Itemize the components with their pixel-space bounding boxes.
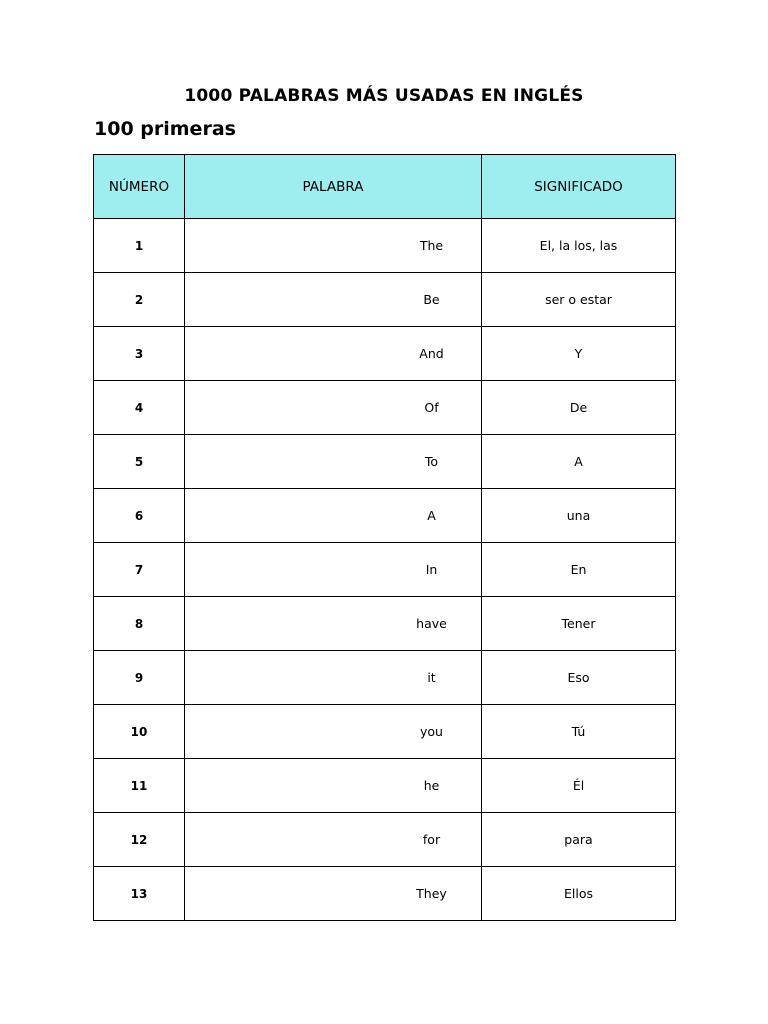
word-cell — [185, 651, 482, 705]
table-row — [94, 327, 676, 381]
meaning-cell: Eso — [482, 651, 676, 705]
column-header-word: PALABRA — [185, 155, 482, 219]
meaning-cell: A — [482, 435, 676, 489]
column-header-number: NÚMERO — [94, 155, 185, 219]
word-cell — [185, 597, 482, 651]
meaning-cell: Tener — [482, 597, 676, 651]
meaning-cell: para — [482, 813, 676, 867]
words-table — [93, 154, 676, 921]
header-row — [94, 155, 676, 219]
word-cell — [185, 273, 482, 327]
row-number-cell: 8 — [94, 597, 185, 651]
word-cell — [185, 489, 482, 543]
word-cell — [185, 219, 482, 273]
table-row — [94, 813, 676, 867]
word-text: A — [427, 508, 436, 523]
table-row — [94, 759, 676, 813]
row-number-cell: 7 — [94, 543, 185, 597]
table-row — [94, 543, 676, 597]
word-text: it — [427, 670, 436, 685]
word-cell — [185, 543, 482, 597]
word-text: Be — [423, 292, 440, 307]
meaning-cell: ser o estar — [482, 273, 676, 327]
word-cell — [185, 867, 482, 921]
row-number-cell: 2 — [94, 273, 185, 327]
document-title: 1000 PALABRAS MÁS USADAS EN INGLÉS — [184, 86, 584, 106]
table-header — [94, 155, 676, 219]
table-row — [94, 381, 676, 435]
meaning-cell: Él — [482, 759, 676, 813]
word-text: The — [419, 238, 444, 253]
table-row — [94, 273, 676, 327]
word-text: To — [424, 454, 439, 469]
word-cell — [185, 705, 482, 759]
word-text: Of — [424, 400, 439, 415]
row-number-cell: 12 — [94, 813, 185, 867]
row-number-cell: 10 — [94, 705, 185, 759]
word-text: In — [425, 562, 438, 577]
table-row — [94, 489, 676, 543]
meaning-cell: una — [482, 489, 676, 543]
row-number-cell: 1 — [94, 219, 185, 273]
table-row — [94, 867, 676, 921]
word-text: have — [416, 616, 447, 631]
meaning-cell: Tú — [482, 705, 676, 759]
row-number-cell: 5 — [94, 435, 185, 489]
document-subtitle: 100 primeras — [94, 118, 236, 140]
table-row — [94, 435, 676, 489]
word-text: And — [419, 346, 444, 361]
word-text: They — [416, 886, 447, 901]
table-row — [94, 219, 676, 273]
meaning-cell: Ellos — [482, 867, 676, 921]
meaning-cell: Y — [482, 327, 676, 381]
row-number-cell: 11 — [94, 759, 185, 813]
column-header-meaning: SIGNIFICADO — [482, 155, 676, 219]
word-text: for — [422, 832, 441, 847]
table-body — [94, 219, 676, 921]
word-text: you — [420, 724, 443, 739]
word-cell — [185, 759, 482, 813]
row-number-cell: 4 — [94, 381, 185, 435]
word-cell — [185, 813, 482, 867]
row-number-cell: 9 — [94, 651, 185, 705]
word-text: he — [423, 778, 440, 793]
table-row — [94, 705, 676, 759]
row-number-cell: 6 — [94, 489, 185, 543]
word-cell — [185, 435, 482, 489]
word-cell — [185, 327, 482, 381]
word-cell — [185, 381, 482, 435]
meaning-cell: El, la los, las — [482, 219, 676, 273]
meaning-cell: En — [482, 543, 676, 597]
table-row — [94, 597, 676, 651]
meaning-cell: De — [482, 381, 676, 435]
row-number-cell: 3 — [94, 327, 185, 381]
row-number-cell: 13 — [94, 867, 185, 921]
table-row — [94, 651, 676, 705]
